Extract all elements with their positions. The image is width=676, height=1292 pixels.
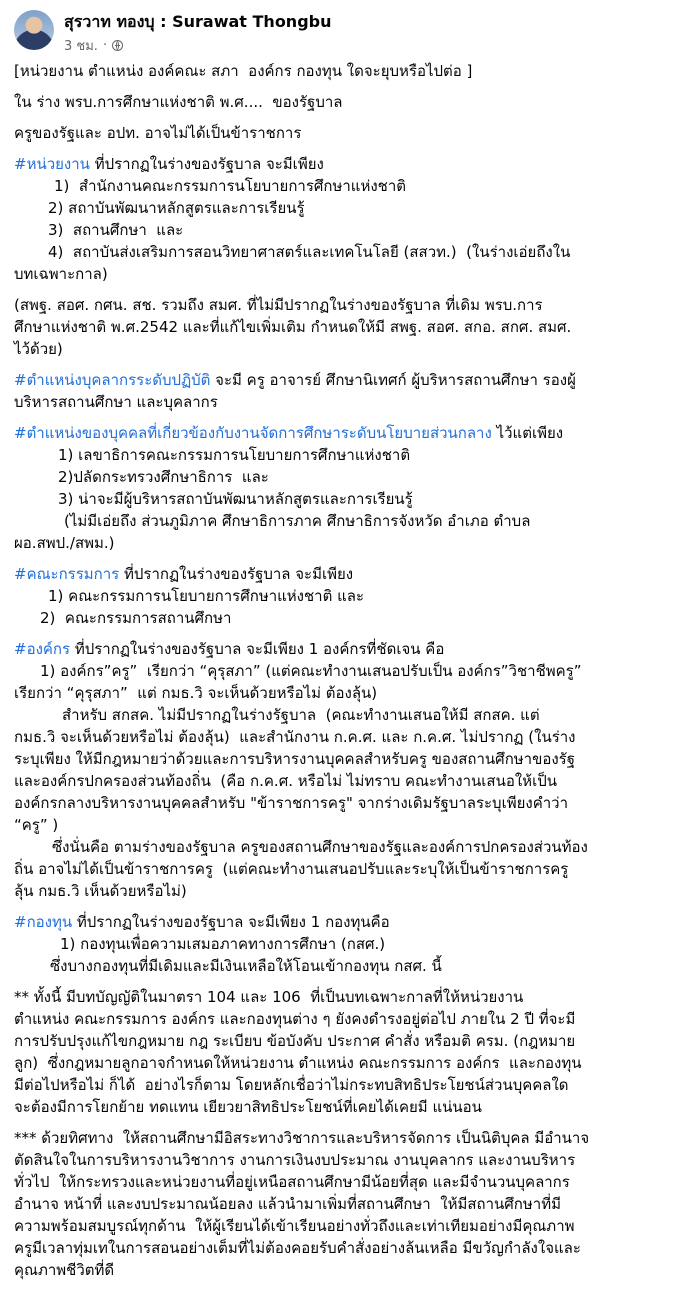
hashtag-link[interactable]: #คณะกรรมการ (14, 565, 120, 583)
line-text: 1) กองทุนเพื่อความเสมอภาคทางการศึกษา (กสศ.) (60, 935, 386, 953)
line-text: บทเฉพาะกาล) (14, 265, 108, 283)
meta-separator: · (102, 38, 108, 53)
text-line (14, 563, 664, 585)
line-text: อำนาจ หน้าที่ และงบประมาณน้อยลง แล้วนำมาเพิ่มที่สถานศึกษา ให้มีสถานศึกษาที่มี (14, 1195, 561, 1213)
line-text: (ไม่มีเอ่ยถึง ส่วนภูมิภาค ศึกษาธิการภาค ศึกษาธิการจังหวัด อำเภอ ตำบล (64, 512, 531, 530)
line-text: 1) คณะกรรมการนโยบายการศึกษาแห่งชาติ และ (48, 587, 365, 605)
text-line (14, 858, 664, 880)
text-line (14, 294, 664, 316)
line-text: (สพฐ. สอศ. กศน. สช. รวมถึง สมศ. ที่ไม่มีปรากฏในร่างของรัฐบาล ที่เดิม พรบ.การ (14, 296, 543, 314)
text-line (14, 911, 664, 933)
text-line (14, 175, 664, 197)
line-text: ไว้ด้วย) (14, 340, 63, 358)
line-text: จะมี ครู อาจารย์ ศึกษานิเทศก์ ผู้บริหารสถานศึกษา รองผู้ (210, 371, 576, 389)
post-body (14, 60, 664, 1290)
hashtag-link[interactable]: #องค์กร (14, 640, 71, 658)
line-text: 1) องค์กร”ครู” เรียกว่า “คุรุสภา” (แต่คณะทำงานเสนอปรับเป็น องค์กร”วิชาชีพครู” (40, 662, 582, 680)
line-text: ถิ่น อาจไม่ได้เป็นข้าราชการครู (แต่คณะทำงานเสนอปรับและระบุให้เป็นข้าราชการครู (14, 860, 569, 878)
line-text: การปรับปรุงแก้ไขกฎหมาย กฎ ระเบียบ ข้อบังคับ ประกาศ คำสั่ง หรือมติ ครม. (กฎหมาย (14, 1032, 576, 1050)
text-line (14, 1074, 664, 1096)
text-line (14, 1259, 664, 1281)
line-text: ซึ่งบางกองทุนที่มีเดิมและมีเงินเหลือให้โอนเข้ากองทุน กสศ. นี้ (50, 957, 442, 975)
text-line (14, 1127, 664, 1149)
text-line (14, 726, 664, 748)
post-timestamp[interactable]: 3 ชม. (64, 39, 98, 54)
line-text: มีต่อไปหรือไม่ ก็ได้ อย่างไรก็ตาม โดยหลักเชื่อว่าไม่กระทบสิทธิประโยชน์ส่วนบุคคลใด (14, 1076, 569, 1094)
hashtag-link[interactable]: #ตำแหน่งบุคลากรระดับปฏิบัติ (14, 371, 211, 389)
post-paragraph (14, 294, 664, 360)
text-line (14, 933, 664, 955)
post-paragraph (14, 563, 664, 629)
line-text: 1) เลขาธิการคณะกรรมการนโยบายการศึกษาแห่งชาติ (58, 446, 411, 464)
post-paragraph (14, 986, 664, 1118)
line-text: ลุ้น กมธ.วิ เห็นด้วยหรือไม่) (14, 882, 187, 900)
text-line (14, 338, 664, 360)
text-line (14, 197, 664, 219)
text-line (14, 532, 664, 554)
line-text: บริหารสถานศึกษา และบุคลากร (14, 393, 218, 411)
text-line (14, 263, 664, 285)
text-line (14, 986, 664, 1008)
line-text: ตัดสินใจในการบริหารงานวิชาการ งานการเงินงบประมาณ งานบุคลากร และงานบริหาร (14, 1151, 576, 1169)
text-line (14, 122, 664, 144)
line-text: กมธ.วิ จะเห็นด้วยหรือไม่ ต้องลุ้น) และสำนักงาน ก.ค.ศ. และ ก.ค.ศ. ไม่ปรากฏ (ในร่าง (14, 728, 576, 746)
line-text: ทั่วไป ให้กระทรวงและหน่วยงานที่อยู่เหนือสถานศึกษามีน้อยที่สุด และมีจำนวนบุคลากร (14, 1173, 570, 1191)
post-paragraph (14, 122, 664, 144)
line-text: ลูก) ซึ่งกฎหมายลูกอาจกำหนดให้หน่วยงาน ตำแหน่ง คณะกรรมการ องค์กร และกองทุน (14, 1054, 582, 1072)
hashtag-link[interactable]: #หน่วยงาน (14, 155, 90, 173)
text-line (14, 814, 664, 836)
line-text: 3) สถานศึกษา และ (48, 221, 184, 239)
post-paragraph (14, 422, 664, 554)
text-line (14, 1052, 664, 1074)
text-line (14, 1237, 664, 1259)
post-paragraph (14, 1127, 664, 1281)
text-line (14, 91, 664, 113)
text-line (14, 607, 664, 629)
text-line (14, 153, 664, 175)
text-line (14, 466, 664, 488)
text-line (14, 316, 664, 338)
line-text: 2) สถาบันพัฒนาหลักสูตรและการเรียนรู้ (48, 199, 305, 217)
post-paragraph (14, 369, 664, 413)
line-text: 4) สถาบันส่งเสริมการสอนวิทยาศาสตร์และเทคโนโลยี (สสวท.) (ในร่างเอ่ยถึงใน (48, 243, 571, 261)
line-text: “ครู” ) (14, 816, 59, 834)
text-line (14, 1030, 664, 1052)
text-line (14, 60, 664, 82)
line-text: ที่ปรากฏในร่างของรัฐบาล จะมีเพียง 1 องค์กรที่ชัดเจน คือ (70, 640, 445, 658)
line-text: [หน่วยงาน ตำแหน่ง องค์คณะ สภา องค์กร กองทุน ใดจะยุบหรือไปต่อ ] (14, 62, 473, 80)
text-line (14, 638, 664, 660)
hashtag-link[interactable]: #กองทุน (14, 913, 73, 931)
line-text: ที่ปรากฏในร่างของรัฐบาล จะมีเพียง 1 กองทุนคือ (72, 913, 390, 931)
text-line (14, 585, 664, 607)
line-text: 3) น่าจะมีผู้บริหารสถาบันพัฒนาหลักสูตรและการเรียนรู้ (58, 490, 413, 508)
line-text: ไว้แต่เพียง (491, 424, 564, 442)
line-text: ที่ปรากฏในร่างของรัฐบาล จะมีเพียง (89, 155, 324, 173)
line-text: ผอ.สพป./สพม.) (14, 534, 115, 552)
text-line (14, 1193, 664, 1215)
text-line (14, 219, 664, 241)
line-text: จะต้องมีการโยกย้าย ทดแทน เยียวยาสิทธิประโยชน์ที่เคยได้เคยมี แน่นอน (14, 1098, 482, 1116)
text-line (14, 1008, 664, 1030)
line-text: ศึกษาแห่งชาติ พ.ศ.2542 และที่แก้ไขเพิ่มเติม กำหนดให้มี สพฐ. สอศ. สกอ. สกศ. สมศ. (14, 318, 572, 336)
line-text: 2)ปลัดกระทรวงศึกษาธิการ และ (58, 468, 269, 486)
hashtag-link[interactable]: #ตำแหน่งของบุคคลที่เกี่ยวข้องกับงานจัดการศึกษาระดับนโยบายส่วนกลาง (14, 424, 492, 442)
post-meta (64, 35, 123, 56)
text-line (14, 369, 664, 391)
text-line (14, 704, 664, 726)
text-line (14, 510, 664, 532)
text-line (14, 836, 664, 858)
line-text: ที่ปรากฏในร่างของรัฐบาล จะมีเพียง (119, 565, 354, 583)
line-text: ใน ร่าง พรบ.การศึกษาแห่งชาติ พ.ศ.... ของรัฐบาล (14, 93, 343, 111)
line-text: ครูของรัฐและ อปท. อาจไม่ได้เป็นข้าราชการ (14, 124, 302, 142)
line-text: ** ทั้งนี้ มีบทบัญญัติในมาตรา 104 และ 106 ที่เป็นบทเฉพาะกาลที่ให้หน่วยงาน (14, 988, 524, 1006)
post-paragraph (14, 153, 664, 285)
text-line (14, 391, 664, 413)
line-text: ครูมีเวลาทุ่มเทในการสอนอย่างเต็มที่ไม่ต้องคอยรับคำสั่งอย่างล้นเหลือ มีขวัญกำลังใจและ (14, 1239, 581, 1257)
author-avatar[interactable] (14, 10, 54, 50)
line-text: *** ด้วยทิศทาง ให้สถานศึกษามีอิสระทางวิชาการและบริหารจัดการ เป็นนิติบุคล มีอำนาจ (14, 1129, 590, 1147)
text-line (14, 1215, 664, 1237)
line-text: องค์กรกลางบริหารงานบุคคลสำหรับ "ข้าราชการครู" จากร่างเดิมรัฐบาลระบุเพียงคำว่า (14, 794, 569, 812)
text-line (14, 682, 664, 704)
post-paragraph (14, 638, 664, 902)
line-text: ระบุเพียง ให้มีกฎหมายว่าด้วยและการบริหารงานบุคคลสำหรับครู ของสถานศึกษาของรัฐ (14, 750, 576, 768)
line-text: ตำแหน่ง คณะกรรมการ องค์กร และกองทุนต่าง ๆ ยังคงดำรงอยู่ต่อไป ภายใน 2 ปี ที่จะมี (14, 1010, 576, 1028)
line-text: ซึ่งนั่นคือ ตามร่างของรัฐบาล ครูของสถานศึกษาของรัฐและองค์การปกครองส่วนท้อง (52, 838, 588, 856)
text-line (14, 770, 664, 792)
line-text: และองค์กรปกครองส่วนท้องถิ่น (คือ ก.ค.ศ. หรือไม่ ไม่ทราบ คณะทำงานเสนอให้เป็น (14, 772, 557, 790)
text-line (14, 955, 664, 977)
line-text: เรียกว่า “คุรุสภา” แต่ กมธ.วิ จะเห็นด้วยหรือไม่ ต้องลุ้น) (14, 684, 378, 702)
text-line (14, 1096, 664, 1118)
post-paragraph (14, 60, 664, 82)
text-line (14, 792, 664, 814)
text-line (14, 660, 664, 682)
post-paragraph (14, 911, 664, 977)
text-line (14, 422, 664, 444)
author-name[interactable]: สุรวาท ทองบุ : Surawat Thongbu (64, 12, 332, 31)
text-line (14, 1149, 664, 1171)
globe-icon[interactable] (112, 40, 123, 51)
post-paragraph (14, 91, 664, 113)
line-text: ความพร้อมสมบูรณ์ทุกด้าน ให้ผู้เรียนได้เข้าเรียนอย่างทั่วถึงและเท่าเทียมอย่างมีคุณภาพ (14, 1217, 575, 1235)
text-line (14, 1171, 664, 1193)
text-line (14, 880, 664, 902)
text-line (14, 444, 664, 466)
text-line (14, 748, 664, 770)
line-text: สำหรับ สกสค. ไม่มีปรากฏในร่างรัฐบาล (คณะทำงานเสนอให้มี สกสค. แต่ (62, 706, 540, 724)
line-text: 1) สำนักงานคณะกรรมการนโยบายการศึกษาแห่งชาติ (54, 177, 407, 195)
text-line (14, 488, 664, 510)
text-line (14, 241, 664, 263)
line-text: 2) คณะกรรมการสถานศึกษา (40, 609, 232, 627)
line-text: คุณภาพชีวิตที่ดี (14, 1261, 115, 1279)
